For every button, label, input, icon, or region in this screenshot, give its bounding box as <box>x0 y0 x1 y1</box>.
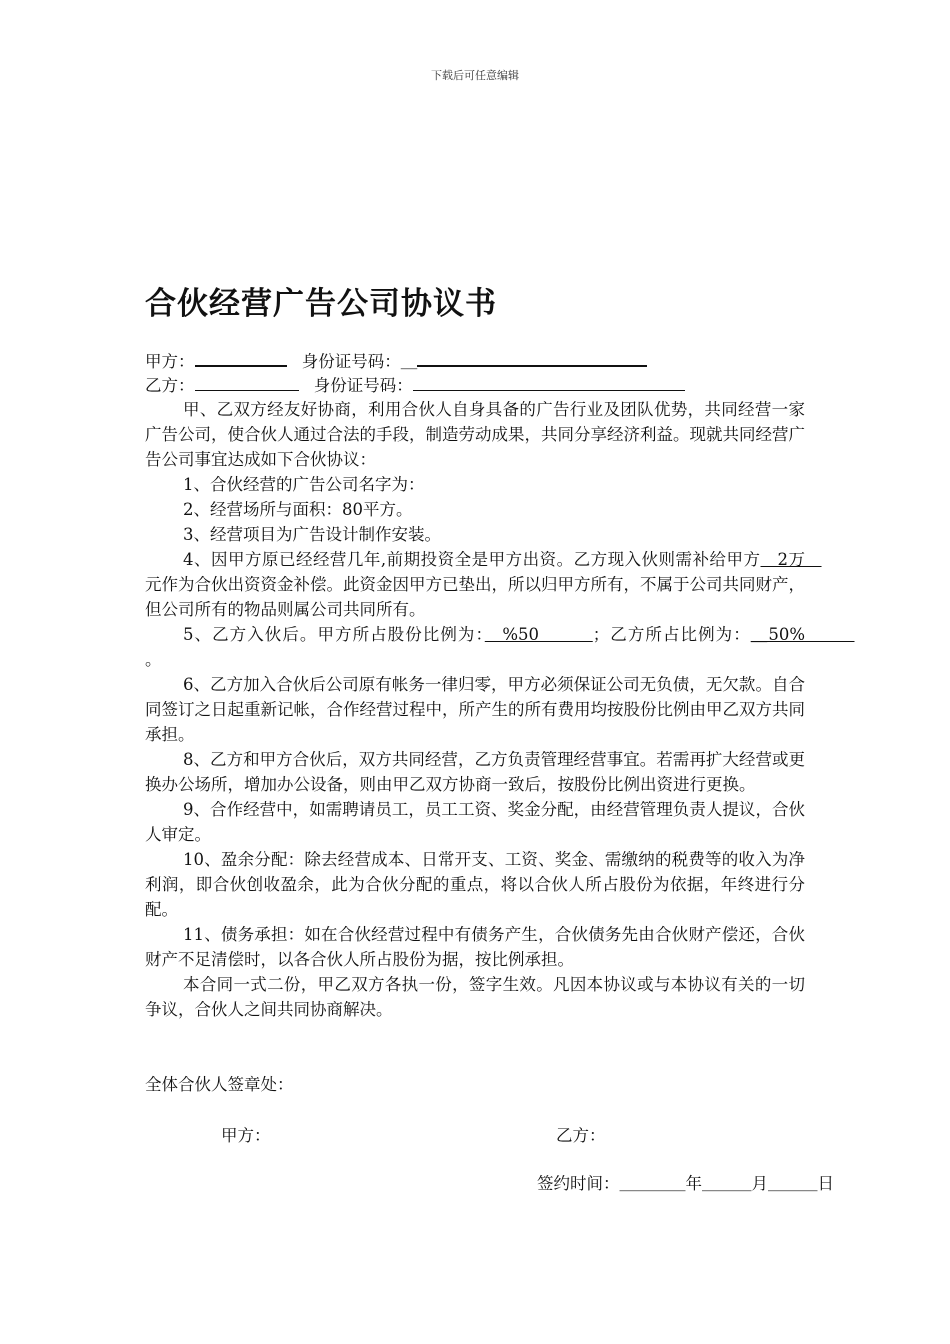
all-partners-label: 全体合伙人签章处： <box>145 1075 294 1094</box>
id-label-jia: 身份证号码： <box>301 352 401 371</box>
clause-8: 8、乙方和甲方合伙后，双方共同经营，乙方负责管理经营事宜。若需再扩大经营或更换办公场所，增加办公设备，则由甲乙双方协商一致后，按股份比例出资进行更换。 <box>145 750 805 794</box>
date-month-blank: ＿＿＿ <box>702 1174 752 1193</box>
clause-6: 6、乙方加入合伙后公司原有帐务一律归零，甲方必须保证公司无负债，无欠款。自合同签订之日起重新记帐，合作经营过程中，所产生的所有费用均按股份比例由甲乙双方共同承担。 <box>145 675 805 744</box>
party-jia-label: 甲方： <box>145 352 195 371</box>
clause-4-text-b: 元作为合伙出资资金补偿。此资金因甲方已垫出，所以归甲方所有，不属于公司共同财产，但公司所有的物品则属公司共同所有。 <box>145 575 805 619</box>
page-header-note: 下载后可任意编辑 <box>431 69 519 82</box>
date-month-label: 月 <box>751 1174 768 1193</box>
date-day-label: 日 <box>817 1174 834 1193</box>
clause-5-text-b: ；乙方所占比例为： <box>592 625 751 644</box>
clause-9: 9、合作经营中，如需聘请员工，员工工资、奖金分配，由经营管理负责人提议，合伙人审定。 <box>145 800 805 844</box>
signature-yi-label: 乙方： <box>556 1126 606 1145</box>
intro-paragraph: 甲、乙双方经友好协商，利用合伙人自身具备的广告行业及团队优势，共同经营一家广告公司，使合伙人通过合法的手段，制造劳动成果，共同分享经济利益。现就共同经营广告公司事宜达成如下合伙协议： <box>145 400 805 469</box>
date-year-blank: ＿＿＿＿ <box>619 1174 686 1193</box>
id-label-yi: 身份证号码： <box>313 376 413 395</box>
signing-date-label: 签约时间： <box>537 1174 620 1193</box>
clause-5-text-c: 。 <box>145 650 162 669</box>
clause-5-yi-share: ＿50% <box>750 625 855 644</box>
clause-10: 10、盈余分配：除去经营成本、日常开支、工资、奖金、需缴纳的税费等的收入为净利润，即合伙创收盈余，此为合伙分配的重点，将以合伙人所占股份为依据，年终进行分配。 <box>145 850 805 919</box>
id-prefix-jia: ＿ <box>400 352 418 371</box>
clause-5-jia-share: %50 <box>484 625 593 644</box>
signing-date-line <box>537 1170 834 1194</box>
clause-3: 3、经营项目为广告设计制作安装。 <box>183 525 441 544</box>
clause-11: 11、债务承担：如在合伙经营过程中有债务产生，合伙债务先由合伙财产偿还，合伙财产不足清偿时，以各合伙人所占股份为据，按比例承担。 <box>145 925 805 969</box>
clause-2: 2、经营场所与面积：80平方。 <box>183 500 413 519</box>
date-year-label: 年 <box>685 1174 702 1193</box>
clause-4-amount: 2万 <box>760 550 822 569</box>
party-yi-label: 乙方： <box>145 376 195 395</box>
clause-1: 1、合伙经营的广告公司名字为： <box>183 475 425 494</box>
document-title: 合伙经营广告公司协议书 <box>145 286 497 322</box>
date-day-blank: ＿＿＿ <box>768 1174 818 1193</box>
closing-paragraph: 本合同一式二份，甲乙双方各执一份，签字生效。凡因本协议或与本协议有关的一切争议，合伙人之间共同协商解决。 <box>145 975 805 1019</box>
clause-4-text-a: 4、因甲方原已经经营几年,前期投资全是甲方出资。乙方现入伙则需补给甲方 <box>183 550 761 569</box>
clause-5-text-a: 5、乙方入伙后。甲方所占股份比例为： <box>183 625 485 644</box>
signature-jia-label: 甲方： <box>221 1126 271 1145</box>
